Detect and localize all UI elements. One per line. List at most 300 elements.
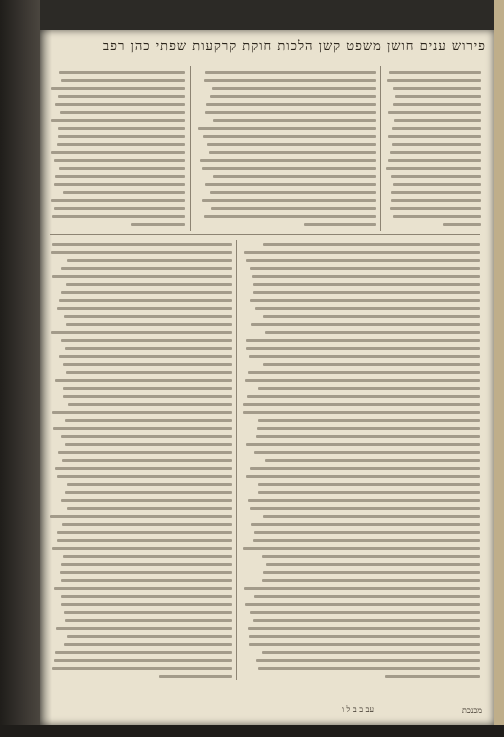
text-stroke: [265, 331, 480, 334]
text-stroke: [258, 419, 480, 422]
text-line: [50, 400, 232, 408]
text-stroke: [244, 251, 480, 254]
text-stroke: [58, 95, 185, 98]
text-line: [242, 256, 480, 264]
text-line: [386, 164, 481, 172]
text-stroke: [248, 627, 480, 630]
text-stroke: [387, 79, 481, 82]
text-stroke: [67, 635, 232, 638]
text-line: [386, 132, 481, 140]
text-line: [242, 528, 480, 536]
text-line: [50, 68, 185, 76]
text-line: [242, 432, 480, 440]
text-line: [50, 172, 185, 180]
text-stroke: [263, 571, 480, 574]
text-line: [242, 392, 480, 400]
text-line: [50, 408, 232, 416]
text-line: [196, 180, 376, 188]
text-stroke: [262, 555, 480, 558]
text-line: [50, 544, 232, 552]
text-line: [196, 84, 376, 92]
text-line: [242, 552, 480, 560]
text-stroke: [203, 135, 376, 138]
text-line: [386, 92, 481, 100]
text-line: [196, 68, 376, 76]
text-stroke: [65, 347, 232, 350]
text-line: [196, 212, 376, 220]
text-stroke: [205, 71, 376, 74]
text-stroke: [65, 443, 232, 446]
text-line: [196, 132, 376, 140]
text-stroke: [63, 363, 232, 366]
text-stroke: [63, 387, 232, 390]
text-line: [50, 456, 232, 464]
text-line: [50, 656, 232, 664]
text-line: [50, 272, 232, 280]
text-stroke: [63, 191, 185, 194]
text-line: [50, 504, 232, 512]
text-line: [242, 320, 480, 328]
text-line: [50, 576, 232, 584]
text-stroke: [248, 371, 480, 374]
text-line: [50, 344, 232, 352]
text-line: [242, 504, 480, 512]
text-line: [50, 328, 232, 336]
text-stroke: [131, 223, 185, 226]
text-line: [50, 196, 185, 204]
text-stroke: [251, 523, 480, 526]
text-line: [242, 584, 480, 592]
text-line: [242, 648, 480, 656]
text-stroke: [57, 531, 232, 534]
text-stroke: [60, 111, 185, 114]
text-line: [242, 640, 480, 648]
text-stroke: [258, 387, 480, 390]
text-line: [196, 204, 376, 212]
text-stroke: [250, 507, 480, 510]
text-stroke: [263, 515, 480, 518]
text-line: [196, 140, 376, 148]
text-line: [242, 440, 480, 448]
text-stroke: [250, 467, 480, 470]
text-line: [50, 392, 232, 400]
text-stroke: [198, 127, 376, 130]
page-header: [46, 38, 486, 60]
text-stroke: [55, 379, 232, 382]
text-stroke: [256, 659, 480, 662]
text-stroke: [304, 223, 376, 226]
text-stroke: [252, 275, 480, 278]
text-line: [242, 400, 480, 408]
text-stroke: [58, 135, 185, 138]
text-stroke: [57, 475, 232, 478]
text-stroke: [246, 339, 480, 342]
text-line: [196, 116, 376, 124]
text-stroke: [254, 451, 480, 454]
text-line: [50, 640, 232, 648]
text-stroke: [51, 199, 185, 202]
text-line: [242, 280, 480, 288]
text-stroke: [51, 151, 185, 154]
text-stroke: [243, 411, 480, 414]
text-line: [50, 608, 232, 616]
text-stroke: [61, 603, 232, 606]
text-stroke: [55, 175, 185, 178]
text-line: [242, 296, 480, 304]
text-line: [50, 488, 232, 496]
text-line: [196, 148, 376, 156]
text-line: [196, 124, 376, 132]
text-line: [242, 656, 480, 664]
text-stroke: [202, 167, 376, 170]
text-stroke: [443, 223, 481, 226]
text-stroke: [52, 411, 232, 414]
text-line: [50, 648, 232, 656]
text-stroke: [54, 659, 233, 662]
text-stroke: [52, 215, 185, 218]
text-stroke: [204, 79, 376, 82]
text-stroke: [246, 475, 480, 478]
text-stroke: [258, 667, 480, 670]
text-stroke: [250, 299, 480, 302]
text-line: [386, 108, 481, 116]
text-line: [50, 584, 232, 592]
text-stroke: [61, 595, 232, 598]
text-line: [242, 480, 480, 488]
text-line: [50, 600, 232, 608]
text-stroke: [389, 71, 481, 74]
text-line: [50, 140, 185, 148]
text-column-center: [196, 68, 376, 228]
text-line: [242, 424, 480, 432]
text-stroke: [246, 347, 480, 350]
text-stroke: [200, 159, 376, 162]
text-stroke: [385, 675, 480, 678]
text-line: [242, 624, 480, 632]
text-stroke: [59, 355, 232, 358]
text-stroke: [54, 159, 185, 162]
text-stroke: [390, 151, 481, 154]
column-rule-upper-left: [190, 66, 191, 231]
text-stroke: [206, 103, 376, 106]
text-line: [242, 632, 480, 640]
text-stroke: [393, 183, 481, 186]
text-line: [242, 472, 480, 480]
text-column-outer-left: [50, 68, 185, 228]
text-stroke: [62, 523, 232, 526]
text-line: [242, 456, 480, 464]
column-rule-upper-right: [380, 66, 381, 231]
text-stroke: [61, 267, 232, 270]
text-line: [50, 264, 232, 272]
text-stroke: [395, 95, 481, 98]
text-line: [386, 188, 481, 196]
book-page: [40, 30, 494, 725]
text-column-lower-left: [50, 240, 232, 680]
text-stroke: [262, 579, 480, 582]
text-line: [50, 448, 232, 456]
text-line: [50, 592, 232, 600]
text-column-lower-right: [242, 240, 480, 680]
text-stroke: [249, 355, 480, 358]
text-line: [50, 148, 185, 156]
text-line: [196, 188, 376, 196]
text-stroke: [63, 555, 232, 558]
text-stroke: [391, 175, 481, 178]
text-line: [50, 156, 185, 164]
text-stroke: [57, 143, 185, 146]
text-line: [50, 84, 185, 92]
text-line: [242, 376, 480, 384]
text-stroke: [61, 499, 232, 502]
text-line: [242, 384, 480, 392]
text-stroke: [57, 307, 232, 310]
text-stroke: [61, 435, 232, 438]
text-stroke: [388, 111, 481, 114]
text-stroke: [62, 459, 232, 462]
text-line: [50, 384, 232, 392]
text-line: [386, 196, 481, 204]
text-line: [242, 304, 480, 312]
text-line: [50, 280, 232, 288]
text-line: [50, 92, 185, 100]
text-line: [386, 220, 481, 228]
text-stroke: [243, 403, 480, 406]
text-line: [196, 92, 376, 100]
text-line: [386, 100, 481, 108]
text-line: [50, 212, 185, 220]
text-stroke: [213, 119, 376, 122]
text-stroke: [255, 307, 480, 310]
text-stroke: [210, 95, 376, 98]
text-stroke: [254, 595, 480, 598]
text-stroke: [250, 611, 480, 614]
text-stroke: [52, 667, 233, 670]
text-line: [50, 496, 232, 504]
text-stroke: [205, 183, 376, 186]
text-line: [50, 108, 185, 116]
text-line: [50, 528, 232, 536]
text-stroke: [390, 207, 481, 210]
text-line: [50, 432, 232, 440]
text-stroke: [59, 299, 232, 302]
text-stroke: [65, 419, 232, 422]
text-line: [50, 320, 232, 328]
text-stroke: [386, 167, 481, 170]
text-line: [242, 352, 480, 360]
text-stroke: [64, 643, 232, 646]
text-line: [386, 212, 481, 220]
text-line: [50, 376, 232, 384]
text-line: [242, 664, 480, 672]
text-stroke: [391, 191, 481, 194]
bottom-shadow: [0, 725, 504, 737]
text-stroke: [67, 483, 232, 486]
text-stroke: [57, 539, 232, 542]
text-stroke: [394, 119, 481, 122]
text-stroke: [258, 491, 480, 494]
text-stroke: [204, 215, 376, 218]
text-line: [386, 204, 481, 212]
text-stroke: [248, 499, 480, 502]
text-stroke: [61, 579, 232, 582]
text-line: [242, 616, 480, 624]
text-stroke: [393, 87, 481, 90]
text-line: [196, 156, 376, 164]
text-stroke: [392, 143, 481, 146]
text-stroke: [265, 459, 480, 462]
text-stroke: [55, 467, 232, 470]
text-line: [50, 440, 232, 448]
text-line: [50, 616, 232, 624]
text-stroke: [63, 395, 232, 398]
text-line: [386, 172, 481, 180]
text-line: [50, 288, 232, 296]
signature-mark: עב ב ב ל ו: [341, 705, 374, 714]
section-rule: [50, 234, 480, 235]
text-stroke: [246, 259, 480, 262]
text-line: [50, 124, 185, 132]
text-stroke: [55, 103, 185, 106]
text-stroke: [212, 87, 376, 90]
text-stroke: [66, 371, 232, 374]
text-line: [242, 368, 480, 376]
text-stroke: [213, 175, 376, 178]
text-stroke: [263, 315, 480, 318]
text-line: [242, 328, 480, 336]
text-stroke: [254, 531, 480, 534]
text-line: [386, 148, 481, 156]
text-line: [50, 672, 232, 680]
text-line: [50, 304, 232, 312]
text-stroke: [209, 151, 376, 154]
text-stroke: [388, 159, 482, 162]
text-line: [386, 124, 481, 132]
text-line: [386, 84, 481, 92]
text-line: [242, 512, 480, 520]
text-stroke: [257, 427, 480, 430]
text-line: [196, 108, 376, 116]
text-stroke: [51, 251, 232, 254]
text-column-outer-right: [386, 68, 481, 228]
text-stroke: [51, 87, 185, 90]
text-stroke: [66, 283, 232, 286]
text-line: [50, 116, 185, 124]
text-stroke: [245, 379, 480, 382]
text-line: [242, 600, 480, 608]
text-stroke: [263, 363, 480, 366]
text-stroke: [51, 331, 232, 334]
text-line: [242, 360, 480, 368]
text-line: [242, 568, 480, 576]
text-line: [386, 140, 481, 148]
next-page-edge: [494, 0, 504, 737]
text-stroke: [256, 435, 480, 438]
text-line: [242, 672, 480, 680]
text-line: [242, 416, 480, 424]
text-stroke: [58, 127, 185, 130]
text-line: [50, 464, 232, 472]
text-stroke: [67, 507, 232, 510]
text-stroke: [205, 111, 376, 114]
text-line: [50, 220, 185, 228]
text-stroke: [243, 547, 480, 550]
text-line: [386, 116, 481, 124]
text-stroke: [253, 283, 480, 286]
text-line: [242, 344, 480, 352]
text-line: [242, 248, 480, 256]
text-line: [50, 180, 185, 188]
text-stroke: [246, 443, 480, 446]
text-stroke: [253, 291, 480, 294]
text-line: [242, 336, 480, 344]
text-stroke: [55, 651, 232, 654]
text-stroke: [51, 119, 185, 122]
text-line: [50, 664, 232, 672]
text-line: [50, 520, 232, 528]
text-stroke: [245, 603, 480, 606]
text-stroke: [65, 619, 232, 622]
text-stroke: [59, 71, 185, 74]
text-stroke: [392, 127, 481, 130]
text-stroke: [253, 539, 480, 542]
text-stroke: [262, 651, 480, 654]
text-stroke: [54, 587, 232, 590]
text-stroke: [68, 403, 232, 406]
text-stroke: [67, 259, 232, 262]
text-stroke: [249, 643, 480, 646]
text-line: [50, 360, 232, 368]
text-line: [50, 76, 185, 84]
text-stroke: [393, 215, 481, 218]
text-stroke: [54, 183, 185, 186]
text-line: [242, 408, 480, 416]
text-line: [242, 520, 480, 528]
text-line: [196, 220, 376, 228]
text-stroke: [52, 243, 232, 246]
text-line: [50, 256, 232, 264]
text-line: [242, 536, 480, 544]
text-stroke: [56, 627, 232, 630]
text-line: [50, 624, 232, 632]
text-stroke: [388, 135, 481, 138]
text-stroke: [54, 207, 185, 210]
text-line: [242, 264, 480, 272]
text-stroke: [251, 323, 480, 326]
text-stroke: [258, 483, 480, 486]
text-stroke: [391, 199, 481, 202]
text-line: [50, 164, 185, 172]
page-footer: [160, 705, 374, 715]
text-stroke: [61, 339, 232, 342]
text-stroke: [244, 587, 480, 590]
text-stroke: [207, 143, 376, 146]
text-line: [196, 164, 376, 172]
text-line: [50, 352, 232, 360]
text-stroke: [159, 675, 232, 678]
text-line: [50, 552, 232, 560]
text-line: [196, 100, 376, 108]
column-rule-lower: [236, 240, 237, 680]
text-line: [242, 544, 480, 552]
text-stroke: [266, 563, 480, 566]
text-line: [50, 100, 185, 108]
text-stroke: [64, 315, 232, 318]
text-line: [50, 560, 232, 568]
text-stroke: [53, 427, 232, 430]
text-line: [50, 632, 232, 640]
text-line: [242, 312, 480, 320]
